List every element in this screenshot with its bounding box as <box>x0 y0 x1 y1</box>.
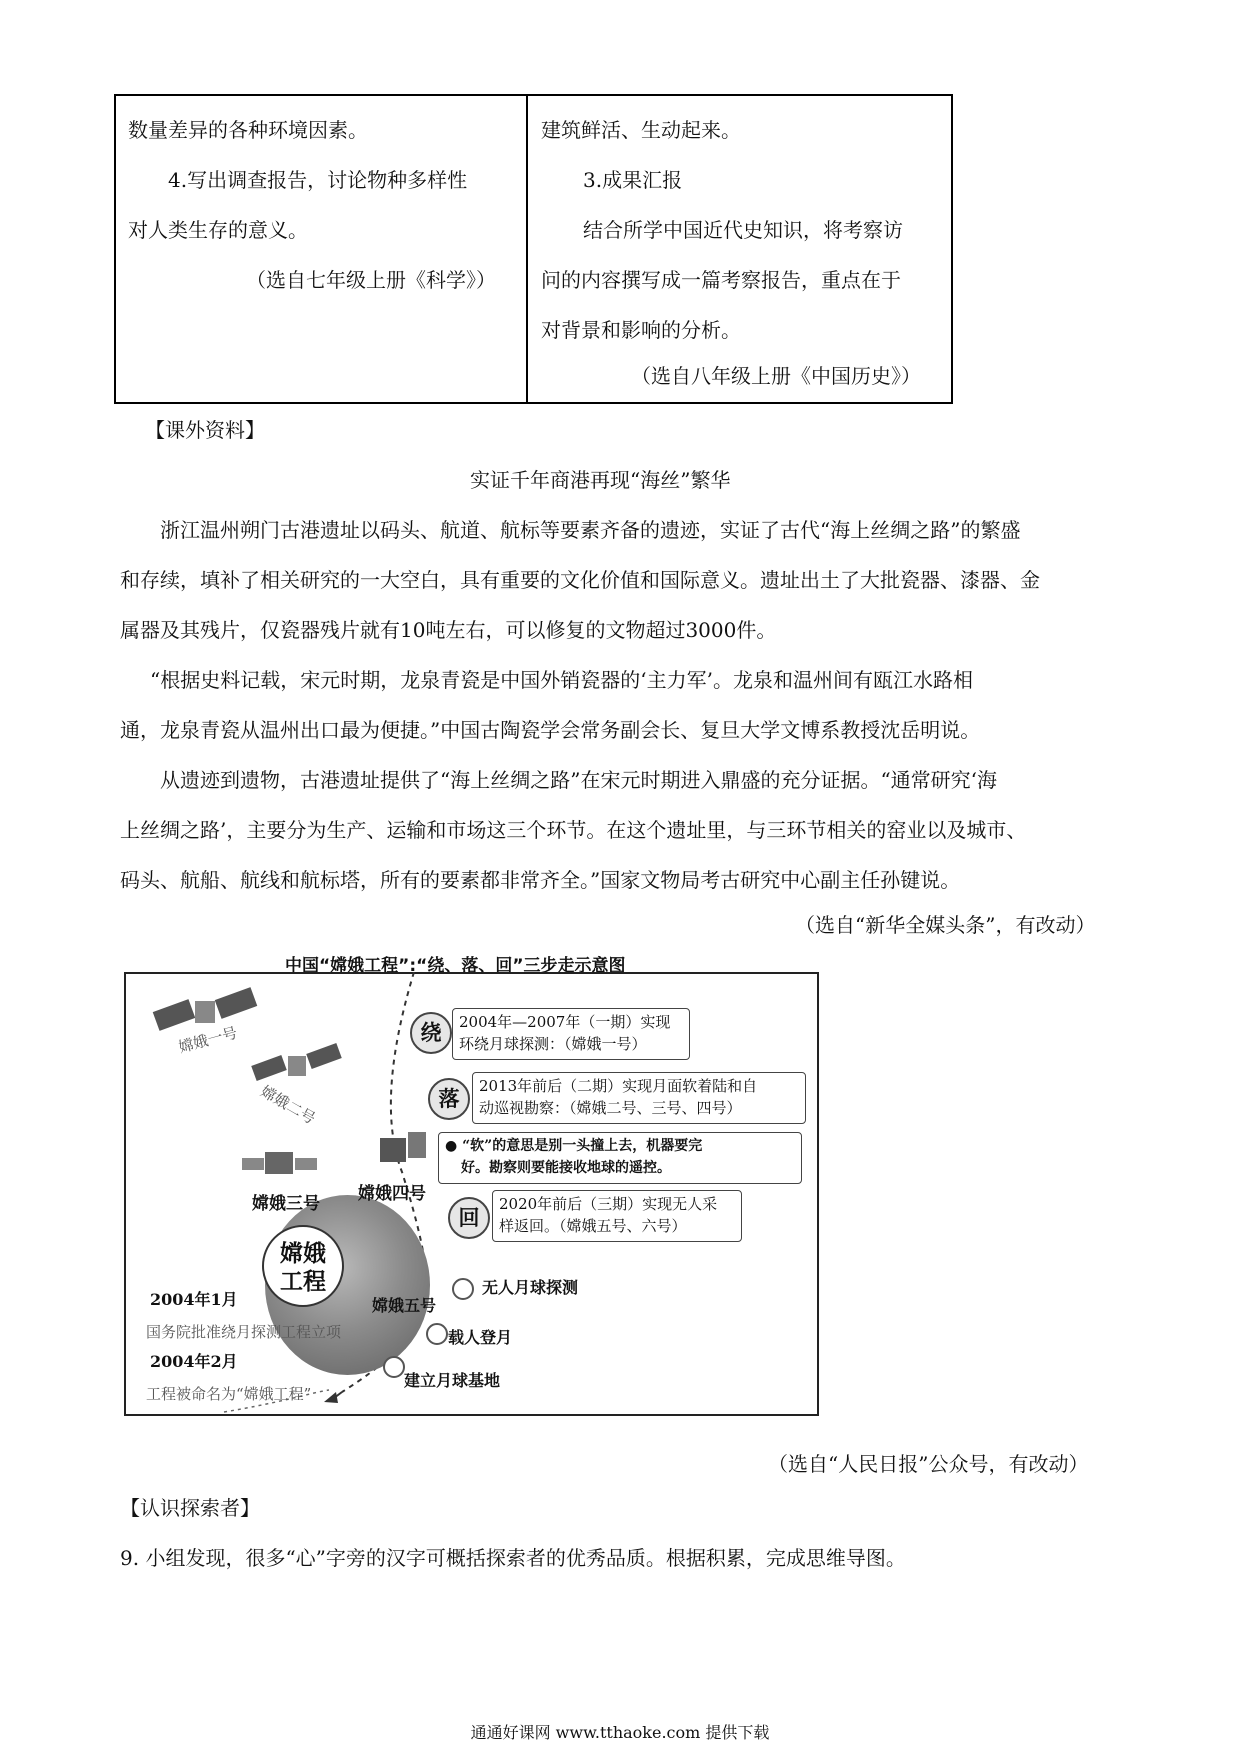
note-text: ● “软”的意思是别一头撞上去，机器要完 <box>445 1138 703 1154</box>
project-name-line: 工程 <box>280 1269 326 1295</box>
phase-text: 样返回。（嫦娥五号、六号） <box>499 1217 687 1235</box>
lander-icon <box>240 1140 320 1190</box>
table-right-line: 问的内容撰写成一篇考察报告，重点在于 <box>541 268 901 292</box>
milestone-node <box>383 1356 405 1378</box>
satellite-label: 嫦娥四号 <box>358 1184 426 1204</box>
paragraph-line: 上丝绸之路’，主要分为生产、运输和市场这三个环节。在这个遗址里，与三环节相关的窑业以及城市、 <box>120 818 1027 842</box>
phase-text: 2013年前后（二期）实现月面软着陆和自 <box>479 1077 758 1095</box>
satellite-label: 嫦娥三号 <box>252 1194 320 1214</box>
table-left-line: 4.写出调查报告，讨论物种多样性 <box>168 168 468 192</box>
orbit-step-badge: 绕 <box>410 1012 452 1054</box>
milestone-label: 建立月球基地 <box>404 1371 501 1390</box>
table-right-line: 对背景和影响的分析。 <box>541 318 741 342</box>
table-divider <box>526 96 528 402</box>
orbit-arrowhead <box>324 1392 338 1403</box>
timeline-date: 2004年1月 <box>150 1290 238 1309</box>
note-text-line: “软”的意思是别一头撞上去，机器要完 <box>462 1138 703 1154</box>
phase-box <box>452 1008 690 1060</box>
question-text: 9. 小组发现，很多“心”字旁的汉字可概括探索者的优秀品质。根据积累，完成思维导图。 <box>120 1546 906 1570</box>
milestone-label: 无人月球探测 <box>482 1278 579 1297</box>
project-name-bubble <box>262 1225 344 1307</box>
table-right-line: 结合所学中国近代史知识，将考察访 <box>583 218 903 242</box>
source-citation: （选自“新华全媒头条”，有改动） <box>795 913 1096 937</box>
satellite-label: 嫦娥一号 <box>176 1023 240 1057</box>
phase-box <box>472 1072 806 1124</box>
section-heading: 【课外资料】 <box>145 418 265 442</box>
milestone-node <box>426 1323 448 1345</box>
paragraph-line: 码头、航船、航线和航标塔，所有的要素都非常齐全。”国家文物局考古研究中心副主任孙键说。 <box>120 868 961 892</box>
figure-title: 中国“嫦娥工程”:“绕、落、回”三步走示意图 <box>285 956 626 976</box>
satellite-label: 嫦娥二号 <box>257 1082 319 1128</box>
phase-box <box>492 1190 742 1242</box>
table-left-line: 对人类生存的意义。 <box>128 218 308 242</box>
paragraph-line: 通，龙泉青瓷从温州出口最为便捷。”中国古陶瓷学会常务副会长、复旦大学文博系教授沈岳明说。 <box>120 718 981 742</box>
land-step-badge: 落 <box>428 1078 470 1120</box>
milestone-node <box>452 1278 474 1300</box>
timeline-date: 2004年2月 <box>150 1352 238 1371</box>
lander-icon <box>360 1128 430 1178</box>
timeline-event: 国务院批准绕月探测工程立项 <box>146 1323 342 1341</box>
note-text: 好。勘察则要能接收地球的遥控。 <box>461 1160 671 1176</box>
phase-text: 2004年—2007年（一期）实现 <box>459 1013 671 1031</box>
table-left-source: （选自七年级上册《科学》） <box>246 268 496 292</box>
phase-text: 环绕月球探测：（嫦娥一号） <box>459 1035 647 1053</box>
paragraph-line: “根据史料记载，宋元时期，龙泉青瓷是中国外销瓷器的‘主力军’。龙泉和温州间有瓯江水路相 <box>150 668 973 692</box>
return-step-badge: 回 <box>448 1197 490 1239</box>
table-right-source: （选自八年级上册《中国历史》） <box>631 364 921 388</box>
paragraph-line: 和存续，填补了相关研究的一大空白，具有重要的文化价值和国际意义。遗址出土了大批瓷器、漆器、金 <box>120 568 1040 592</box>
table-right-line: 建筑鲜活、生动起来。 <box>541 118 741 142</box>
timeline-event: 工程被命名为“嫦娥工程” <box>146 1385 312 1403</box>
phase-text: 动巡视勘察：（嫦娥二号、三号、四号） <box>479 1099 742 1117</box>
milestone-label: 载人登月 <box>448 1328 513 1347</box>
note-box <box>438 1132 802 1184</box>
comparison-table <box>114 94 953 404</box>
table-left-line: 数量差异的各种环境因素。 <box>128 118 368 142</box>
section-heading: 【认识探索者】 <box>120 1496 260 1520</box>
satellite-label: 嫦娥五号 <box>372 1296 437 1315</box>
page-footer: 通通好课网 www.tthaoke.com 提供下载 <box>470 1723 770 1742</box>
article-title: 实证千年商港再现“海丝”繁华 <box>470 468 731 492</box>
paragraph-line: 浙江温州朔门古港遗址以码头、航道、航标等要素齐备的遗迹，实证了古代“海上丝绸之路”的繁盛 <box>160 518 1021 542</box>
phase-text: 2020年前后（三期）实现无人采 <box>499 1195 718 1213</box>
paragraph-line: 属器及其残片，仅瓷器残片就有10吨左右，可以修复的文物超过3000件。 <box>120 618 777 642</box>
table-right-line: 3.成果汇报 <box>583 168 683 192</box>
paragraph-line: 从遗迹到遗物，古港遗址提供了“海上丝绸之路”在宋元时期进入鼎盛的充分证据。“通常研究‘海 <box>160 768 998 792</box>
source-citation: （选自“人民日报”公众号，有改动） <box>768 1452 1089 1476</box>
project-name-line: 嫦娥 <box>280 1241 326 1267</box>
